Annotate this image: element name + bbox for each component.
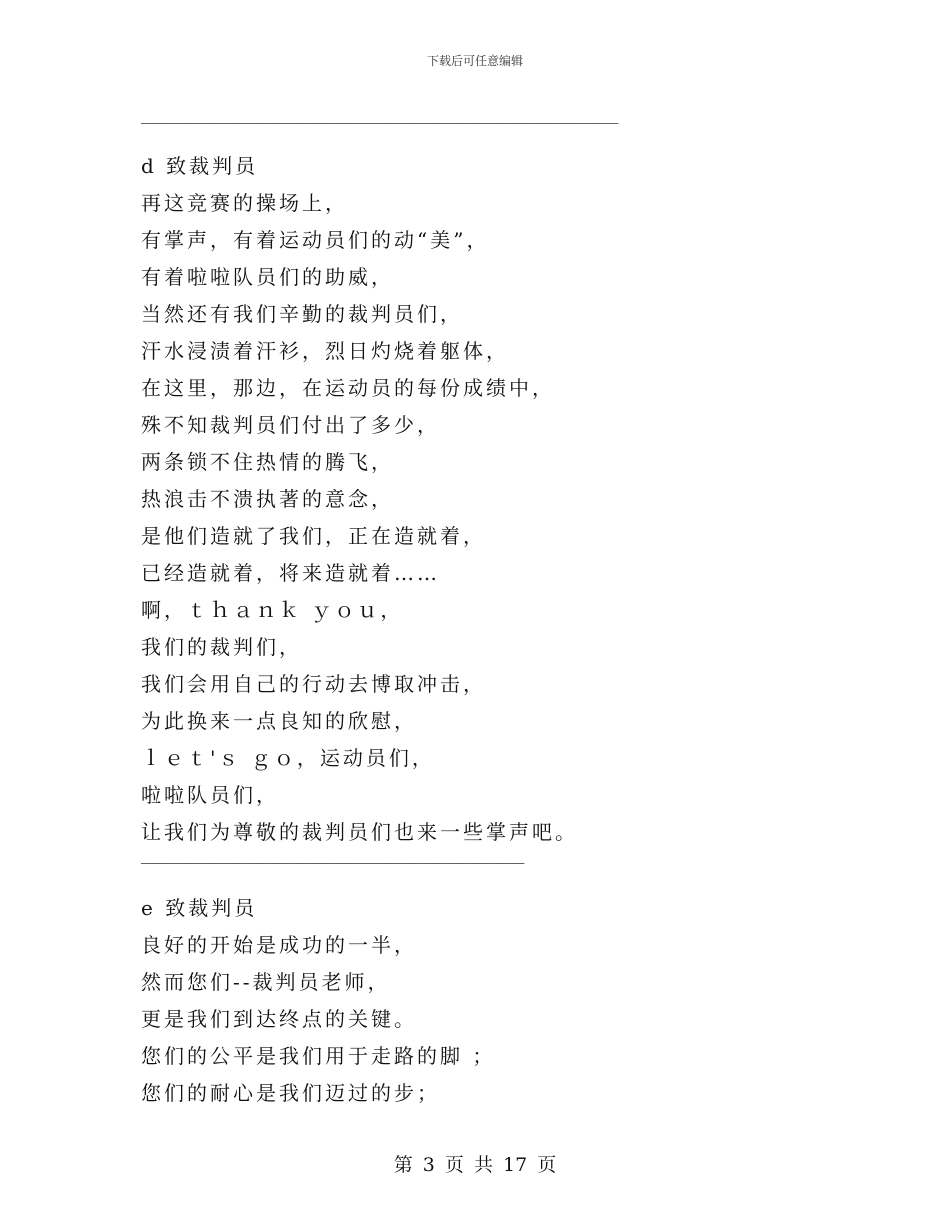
section-title: e 致裁判员 [141,896,258,920]
text-line: 啊，ｔｈａｎｋ ｙｏｕ， [141,598,404,622]
text-line: 啦啦队员们， [141,783,279,807]
section-title: d 致裁判员 [141,154,259,178]
text-line: 当然还有我们辛勤的裁判员们， [141,302,463,326]
text-line: 热浪击不溃执著的意念， [141,487,394,511]
separator-line: ――――――――――――――――――――――――――――――――――――――――――――――――― [141,856,525,871]
text-line: 再这竞赛的操场上， [141,191,348,215]
text-line: ｌｅｔ'ｓ ｇｏ，运动员们， [141,746,435,770]
text-line: 是他们造就了我们，正在造就着， [141,524,486,548]
text-line: 更是我们到达终点的关键。 [141,1007,417,1031]
text-line: 我们会用自己的行动去博取冲击， [141,672,486,696]
section-e [141,890,841,1112]
text-line: 为此换来一点良知的欣慰， [141,709,417,733]
text-line: 您们的公平是我们用于走路的脚 ； [141,1044,496,1068]
text-line: 有着啦啦队员们的助威， [141,265,394,289]
separator-line: ――――――――――――――――――――――――――――――――――――――――――――――――――――――――――――― [141,116,619,131]
text-line: 良好的开始是成功的一半， [141,933,417,957]
text-line: 有掌声，有着运动员们的动“美”， [141,228,490,252]
text-line: 两条锁不住热情的腾飞， [141,450,394,474]
text-line: 殊不知裁判员们付出了多少， [141,413,440,437]
section-d [141,148,841,851]
text-line: 然而您们--裁判员老师， [141,970,391,994]
text-line: 让我们为尊敬的裁判员们也来一些掌声吧。 [141,820,578,844]
text-line: 我们的裁判们， [141,635,302,659]
text-line: 您们的耐心是我们迈过的步； [141,1081,440,1105]
page-header: 下载后可任意编辑 [426,54,523,68]
text-line: 在这里，那边，在运动员的每份成绩中， [141,376,555,400]
text-line: 汗水浸渍着汗衫，烈日灼烧着躯体， [141,339,509,363]
page-number-footer: 第 3 页 共 17 页 [393,1154,557,1176]
text-line: 已经造就着，将来造就着…… [141,561,440,585]
